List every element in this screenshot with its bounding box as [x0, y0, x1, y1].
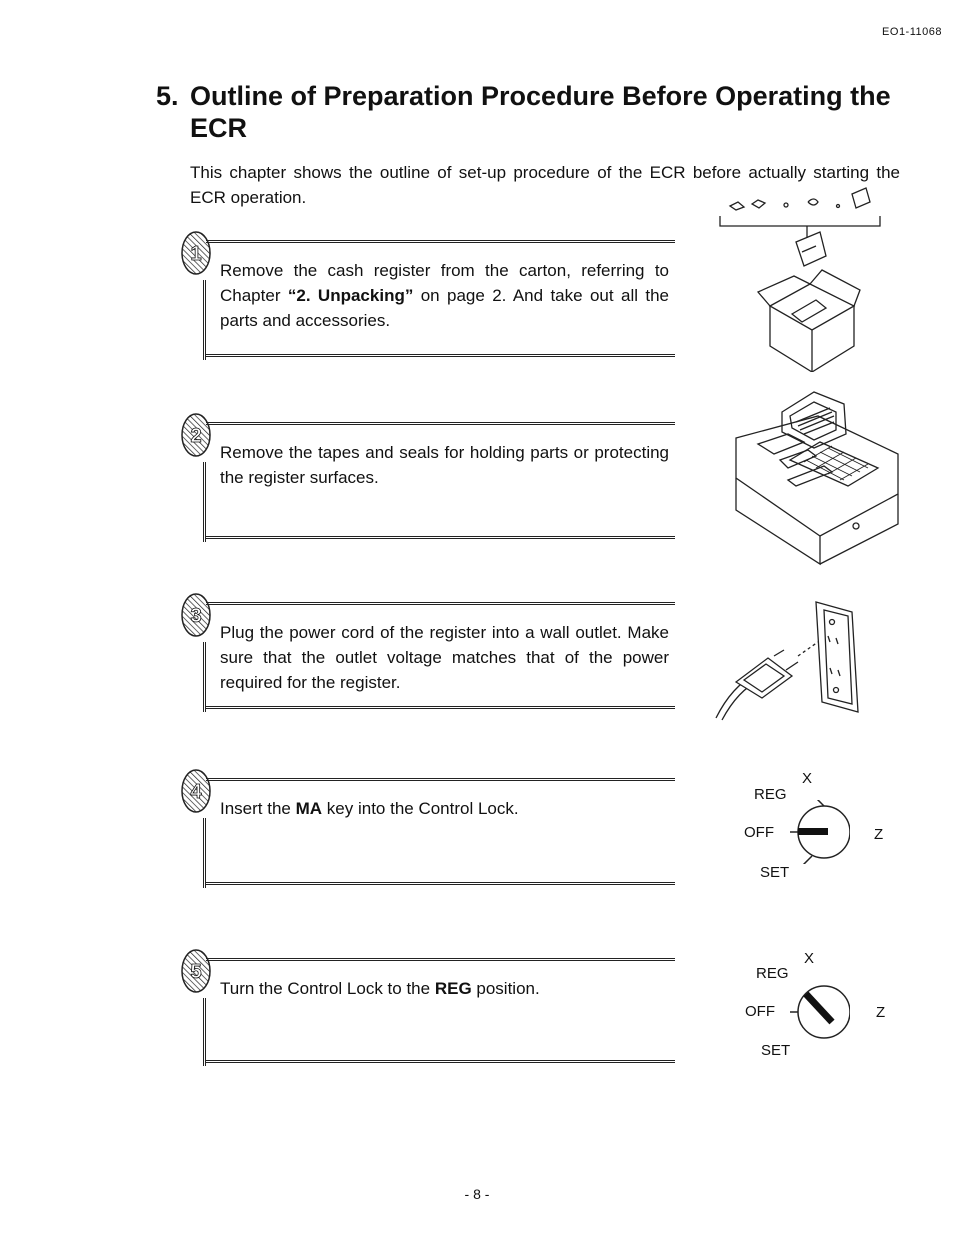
step-4 — [180, 768, 675, 888]
step-2 — [180, 412, 675, 542]
step-text: Turn the Control Lock to the REG position. — [220, 979, 540, 998]
step-number: 5 — [190, 961, 202, 983]
step-number-badge — [180, 768, 212, 814]
step-rule-top — [206, 602, 675, 608]
step-rule-bottom — [206, 882, 675, 888]
lock-label-reg: REG — [756, 965, 789, 982]
step-rule-top — [206, 422, 675, 428]
power-plug-illustration — [712, 594, 872, 724]
step-rule-side — [203, 642, 209, 712]
step-3 — [180, 592, 675, 712]
step-5 — [180, 948, 675, 1066]
step-number-badge — [180, 230, 212, 276]
step-text: Remove the tapes and seals for holding parts or protecting the register surfaces. — [220, 443, 669, 487]
lock-label-set: SET — [761, 1042, 791, 1059]
ma-key-icon — [798, 828, 828, 835]
carton-illustration — [712, 186, 892, 372]
intro-paragraph: This chapter shows the outline of set-up procedure of the ECR before actually starting the ECR operation. — [190, 163, 900, 207]
step-number-badge — [180, 592, 212, 638]
step-number: 2 — [190, 425, 202, 447]
chapter-number: 5. — [156, 81, 179, 111]
step-rule-bottom — [206, 706, 675, 712]
control-lock-off-illustration — [780, 800, 850, 864]
step-rule-top — [206, 778, 675, 784]
lock-label-reg: REG — [754, 786, 787, 803]
step-1 — [180, 230, 675, 360]
step-rule-top — [206, 958, 675, 964]
lock-label-z: Z — [874, 826, 884, 843]
step-number: 4 — [190, 781, 202, 803]
chapter-title — [156, 80, 910, 144]
ma-key-icon — [806, 994, 832, 1022]
step-number: 1 — [190, 243, 202, 265]
chapter-title-text: Outline of Preparation Procedure Before Operating the ECR — [190, 81, 891, 143]
lock-label-off: OFF — [745, 1003, 775, 1020]
lock-label-x: X — [804, 950, 815, 967]
page-number: - 8 - — [464, 1186, 490, 1202]
lock-label-set: SET — [760, 864, 790, 881]
lock-label-off: OFF — [744, 824, 774, 841]
document-id: EO1-11068 — [882, 26, 942, 38]
step-rule-bottom — [206, 354, 675, 360]
step-text: Plug the power cord of the register into a wall outlet. Make sure that the outlet voltage matches that of the power required for the register. — [220, 623, 669, 692]
step-rule-side — [203, 998, 209, 1066]
step-rule-side — [203, 280, 209, 360]
lock-label-x: X — [802, 770, 813, 787]
step-rule-bottom — [206, 1060, 675, 1066]
cash-register-illustration — [728, 386, 908, 566]
lock-label-z: Z — [876, 1004, 886, 1021]
step-rule-side — [203, 818, 209, 888]
step-number: 3 — [190, 605, 202, 627]
step-text: Insert the MA key into the Control Lock. — [220, 799, 519, 818]
step-number-badge — [180, 948, 212, 994]
control-lock-reg-illustration — [780, 980, 850, 1044]
step-text: Remove the cash register from the carton, referring to Chapter “2. Unpacking” on page 2. And take out all the parts and accessories. — [220, 261, 670, 330]
step-number-badge — [180, 412, 212, 458]
step-rule-side — [203, 462, 209, 542]
step-rule-top — [206, 240, 675, 246]
step-rule-bottom — [206, 536, 675, 542]
